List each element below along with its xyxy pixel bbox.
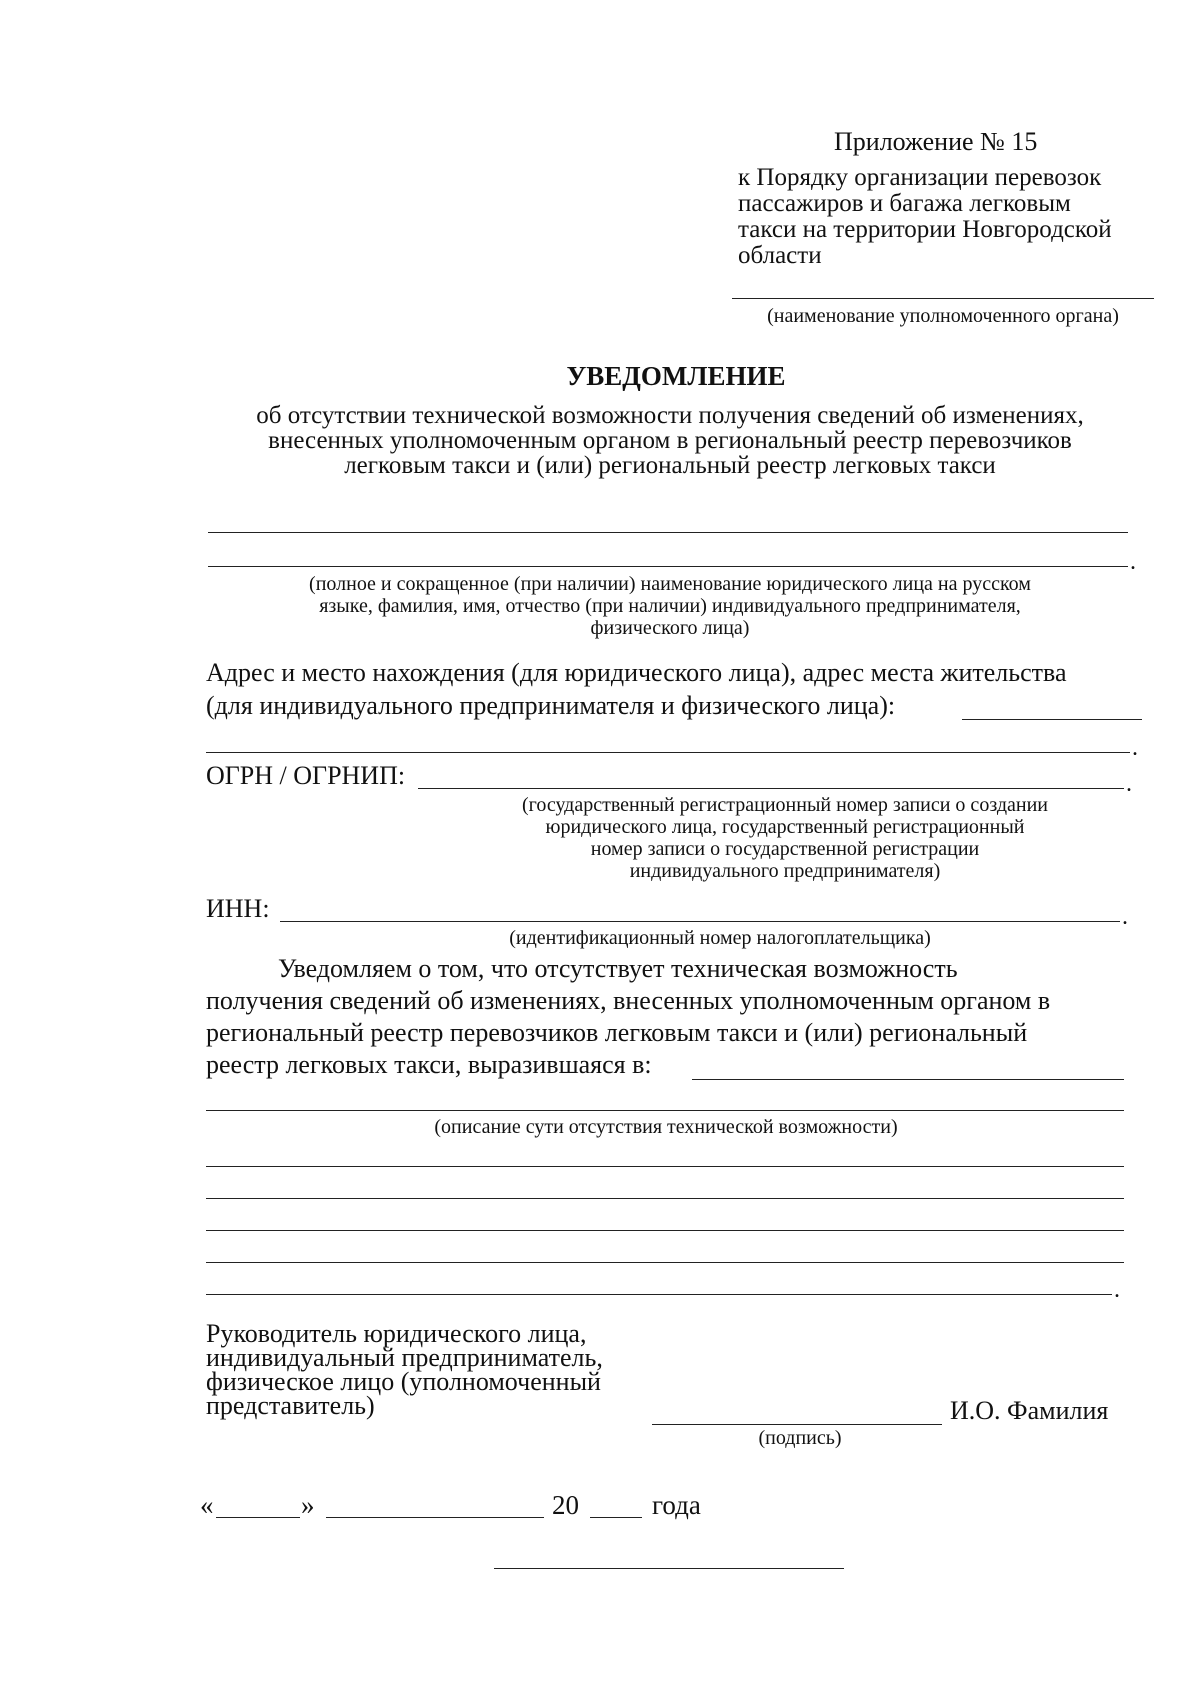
description-field-line-4[interactable] [206, 1198, 1124, 1199]
ogrn-caption-line: номер записи о государственной регистрации [590, 838, 980, 860]
ogrn-caption [440, 794, 1130, 882]
signer-title-line: представитель) [206, 1391, 375, 1420]
date-year-field[interactable] [590, 1517, 642, 1518]
appendix-subtitle-line: пассажиров и багажа легковым [738, 190, 1071, 217]
address-label-line-2: (для индивидуального предпринимателя и физического лица): [206, 691, 896, 720]
period-mark: . [1114, 1277, 1120, 1303]
description-caption: (описание сути отсутствия технической возможности) [434, 1116, 898, 1138]
period-mark: . [1130, 549, 1136, 575]
notice-subtitle-line: внесенных уполномоченным органом в региональный реестр перевозчиков [268, 427, 1072, 454]
statement-line: региональный реестр перевозчиков легковым такси и (или) региональный [206, 1018, 1028, 1047]
statement-line: получения сведений об изменениях, внесенных уполномоченным органом в [206, 986, 1051, 1015]
inn-caption: (идентификационный номер налогоплательщика) [509, 927, 931, 949]
signer-name: И.О. Фамилия [950, 1396, 1109, 1425]
applicant-name-line-1[interactable] [208, 532, 1128, 533]
signature-caption: (подпись) [758, 1427, 842, 1449]
date-year-word: года [652, 1490, 701, 1520]
date-month-field[interactable] [326, 1517, 544, 1518]
signer-title [206, 1319, 603, 1420]
ogrn-caption-line: (государственный регистрационный номер записи о создании [521, 794, 1049, 816]
description-field-line-2[interactable] [206, 1110, 1124, 1111]
statement-line: реестр легковых такси, выразившаяся в: [206, 1050, 652, 1079]
description-field-line-1[interactable] [692, 1079, 1124, 1080]
ogrn-label: ОГРН / ОГРНИП: [206, 761, 406, 790]
statement-line: Уведомляем о том, что отсутствует техническая возможность [278, 954, 958, 983]
appendix-subtitle-line: к Порядку организации перевозок [738, 164, 1102, 191]
inn-field-line[interactable] [280, 921, 1120, 922]
inn-label: ИНН: [206, 894, 270, 923]
ogrn-caption-line: юридического лица, государственный регистрационный [545, 816, 1025, 838]
date-day-field[interactable] [216, 1517, 300, 1518]
authority-caption: (наименование уполномоченного органа) [767, 305, 1119, 327]
notice-subtitle-line: легковым такси и (или) региональный реестр легковых такси [344, 452, 996, 479]
statement-paragraph [206, 953, 1140, 1081]
description-field-line-3[interactable] [206, 1166, 1124, 1167]
appendix-subtitle [738, 165, 1178, 269]
appendix-title: Приложение № 15 [834, 127, 1038, 156]
date-century: 20 [552, 1490, 579, 1520]
signer-title-line: физическое лицо (уполномоченный [206, 1367, 601, 1396]
period-mark: . [1122, 904, 1128, 930]
description-field-line-6[interactable] [206, 1262, 1124, 1263]
notice-title: УВЕДОМЛЕНИЕ [566, 361, 786, 391]
period-mark: . [1132, 735, 1138, 761]
signer-title-line: Руководитель юридического лица, [206, 1319, 587, 1348]
notice-subtitle [190, 403, 1150, 478]
address-label-line-1: Адрес и место нахождения (для юридического лица), адрес места жительства [206, 658, 1067, 687]
signature-field-line[interactable] [652, 1424, 942, 1425]
ogrn-field-line[interactable] [418, 788, 1124, 789]
applicant-caption-line: физического лица) [590, 617, 750, 639]
date-open-quote: « [200, 1490, 214, 1520]
description-field-line-7[interactable] [206, 1294, 1112, 1295]
applicant-name-line-2[interactable] [208, 566, 1128, 567]
period-mark: . [1126, 771, 1132, 797]
appendix-subtitle-line: такси на территории Новгородской [738, 216, 1112, 243]
signer-title-line: индивидуальный предприниматель, [206, 1343, 603, 1372]
ogrn-caption-line: индивидуального предпринимателя) [629, 860, 941, 882]
date-close-quote: » [301, 1490, 315, 1520]
applicant-caption [200, 573, 1140, 639]
description-field-line-5[interactable] [206, 1230, 1124, 1231]
notice-subtitle-line: об отсутствии технической возможности получения сведений об изменениях, [256, 402, 1084, 429]
applicant-caption-line: (полное и сокращенное (при наличии) наименование юридического лица на русском [309, 573, 1031, 595]
applicant-caption-line: языке, фамилия, имя, отчество (при наличии) индивидуального предпринимателя, [319, 595, 1021, 617]
address-field-line-1[interactable] [962, 719, 1142, 720]
authority-field-line[interactable] [732, 298, 1154, 299]
appendix-subtitle-line: области [738, 242, 822, 269]
address-field-line-2[interactable] [206, 752, 1130, 753]
bottom-separator [494, 1568, 844, 1569]
